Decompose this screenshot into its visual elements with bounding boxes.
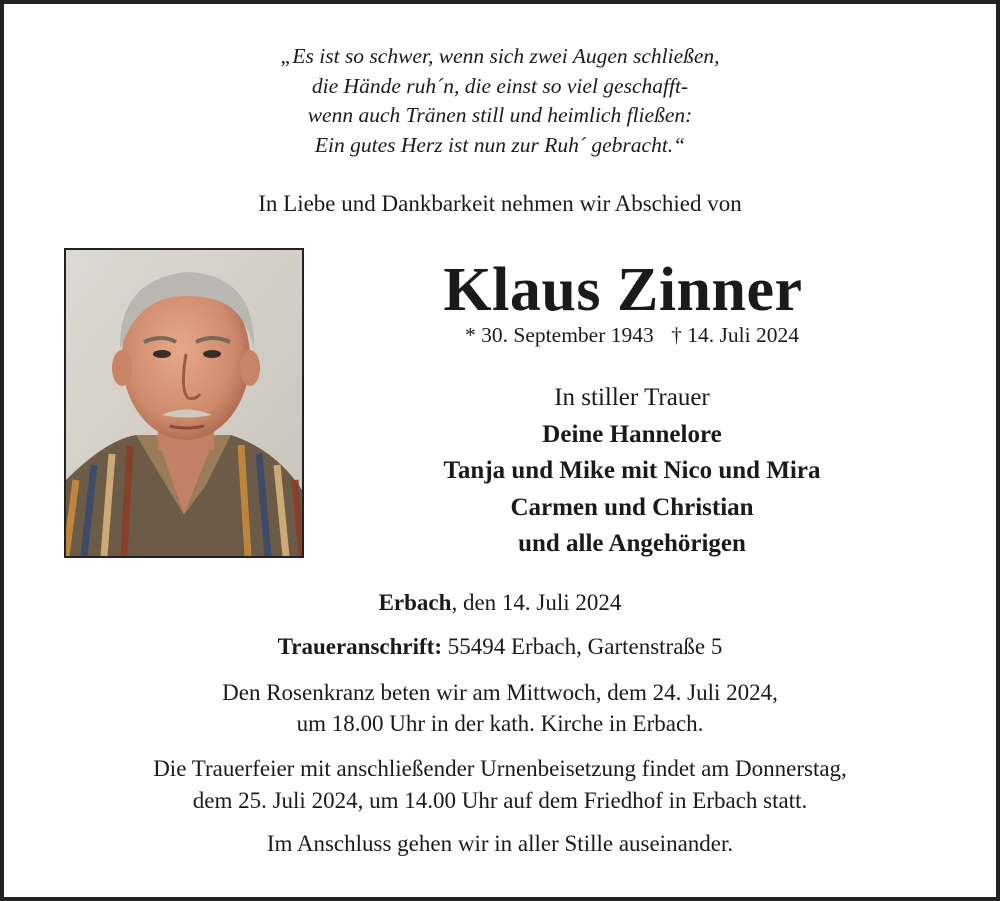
rosary-line: um 18.00 Uhr in der kath. Kirche in Erbach. bbox=[296, 711, 704, 736]
poem bbox=[0, 42, 1000, 160]
funeral-line: Die Trauerfeier mit anschließender Urnenbeisetzung findet am Donnerstag, bbox=[153, 756, 847, 781]
deceased-name: Klaus Zinner bbox=[443, 256, 803, 324]
mourner-line: Carmen und Christian bbox=[510, 493, 754, 521]
portrait-photo bbox=[64, 248, 304, 558]
place-name: Erbach bbox=[378, 590, 452, 615]
birth-date: * 30. September 1943 bbox=[465, 323, 654, 347]
mourning-address bbox=[0, 632, 1000, 662]
address-value: 55494 Erbach, Gartenstraße 5 bbox=[442, 634, 723, 659]
portrait-image bbox=[66, 250, 302, 556]
funeral-line: dem 25. Juli 2024, um 14.00 Uhr auf dem Friedhof in Erbach statt. bbox=[192, 788, 808, 813]
life-dates bbox=[323, 320, 941, 350]
poem-line: Ein gutes Herz ist nun zur Ruh´ gebracht.“ bbox=[314, 132, 686, 157]
notice-date: , den 14. Juli 2024 bbox=[451, 590, 622, 615]
mourners-block bbox=[332, 380, 932, 563]
place-date-line bbox=[0, 588, 1000, 618]
closing-text: Im Anschluss gehen wir in aller Stille auseinander. bbox=[266, 831, 734, 856]
mourner-line: Deine Hannelore bbox=[542, 420, 722, 448]
mourning-heading: In stiller Trauer bbox=[554, 384, 710, 411]
poem-line: „Es ist so schwer, wenn sich zwei Augen schließen, bbox=[280, 44, 720, 68]
address-label: Traueranschrift: bbox=[277, 634, 442, 659]
poem-line: die Hände ruh´n, die einst so viel geschafft- bbox=[311, 73, 689, 98]
funeral-info bbox=[0, 753, 1000, 817]
death-date: † 14. Juli 2024 bbox=[671, 323, 799, 347]
poem-line: wenn auch Tränen still und heimlich fließen: bbox=[307, 103, 693, 127]
mourner-line: Tanja und Mike mit Nico und Mira bbox=[443, 457, 821, 484]
rosary-line: Den Rosenkranz beten wir am Mittwoch, dem 24. Juli 2024, bbox=[222, 680, 778, 705]
mourner-line: und alle Angehörigen bbox=[518, 530, 746, 557]
intro-text: In Liebe und Dankbarkeit nehmen wir Abschied von bbox=[258, 191, 742, 216]
rosary-info bbox=[0, 677, 1000, 739]
